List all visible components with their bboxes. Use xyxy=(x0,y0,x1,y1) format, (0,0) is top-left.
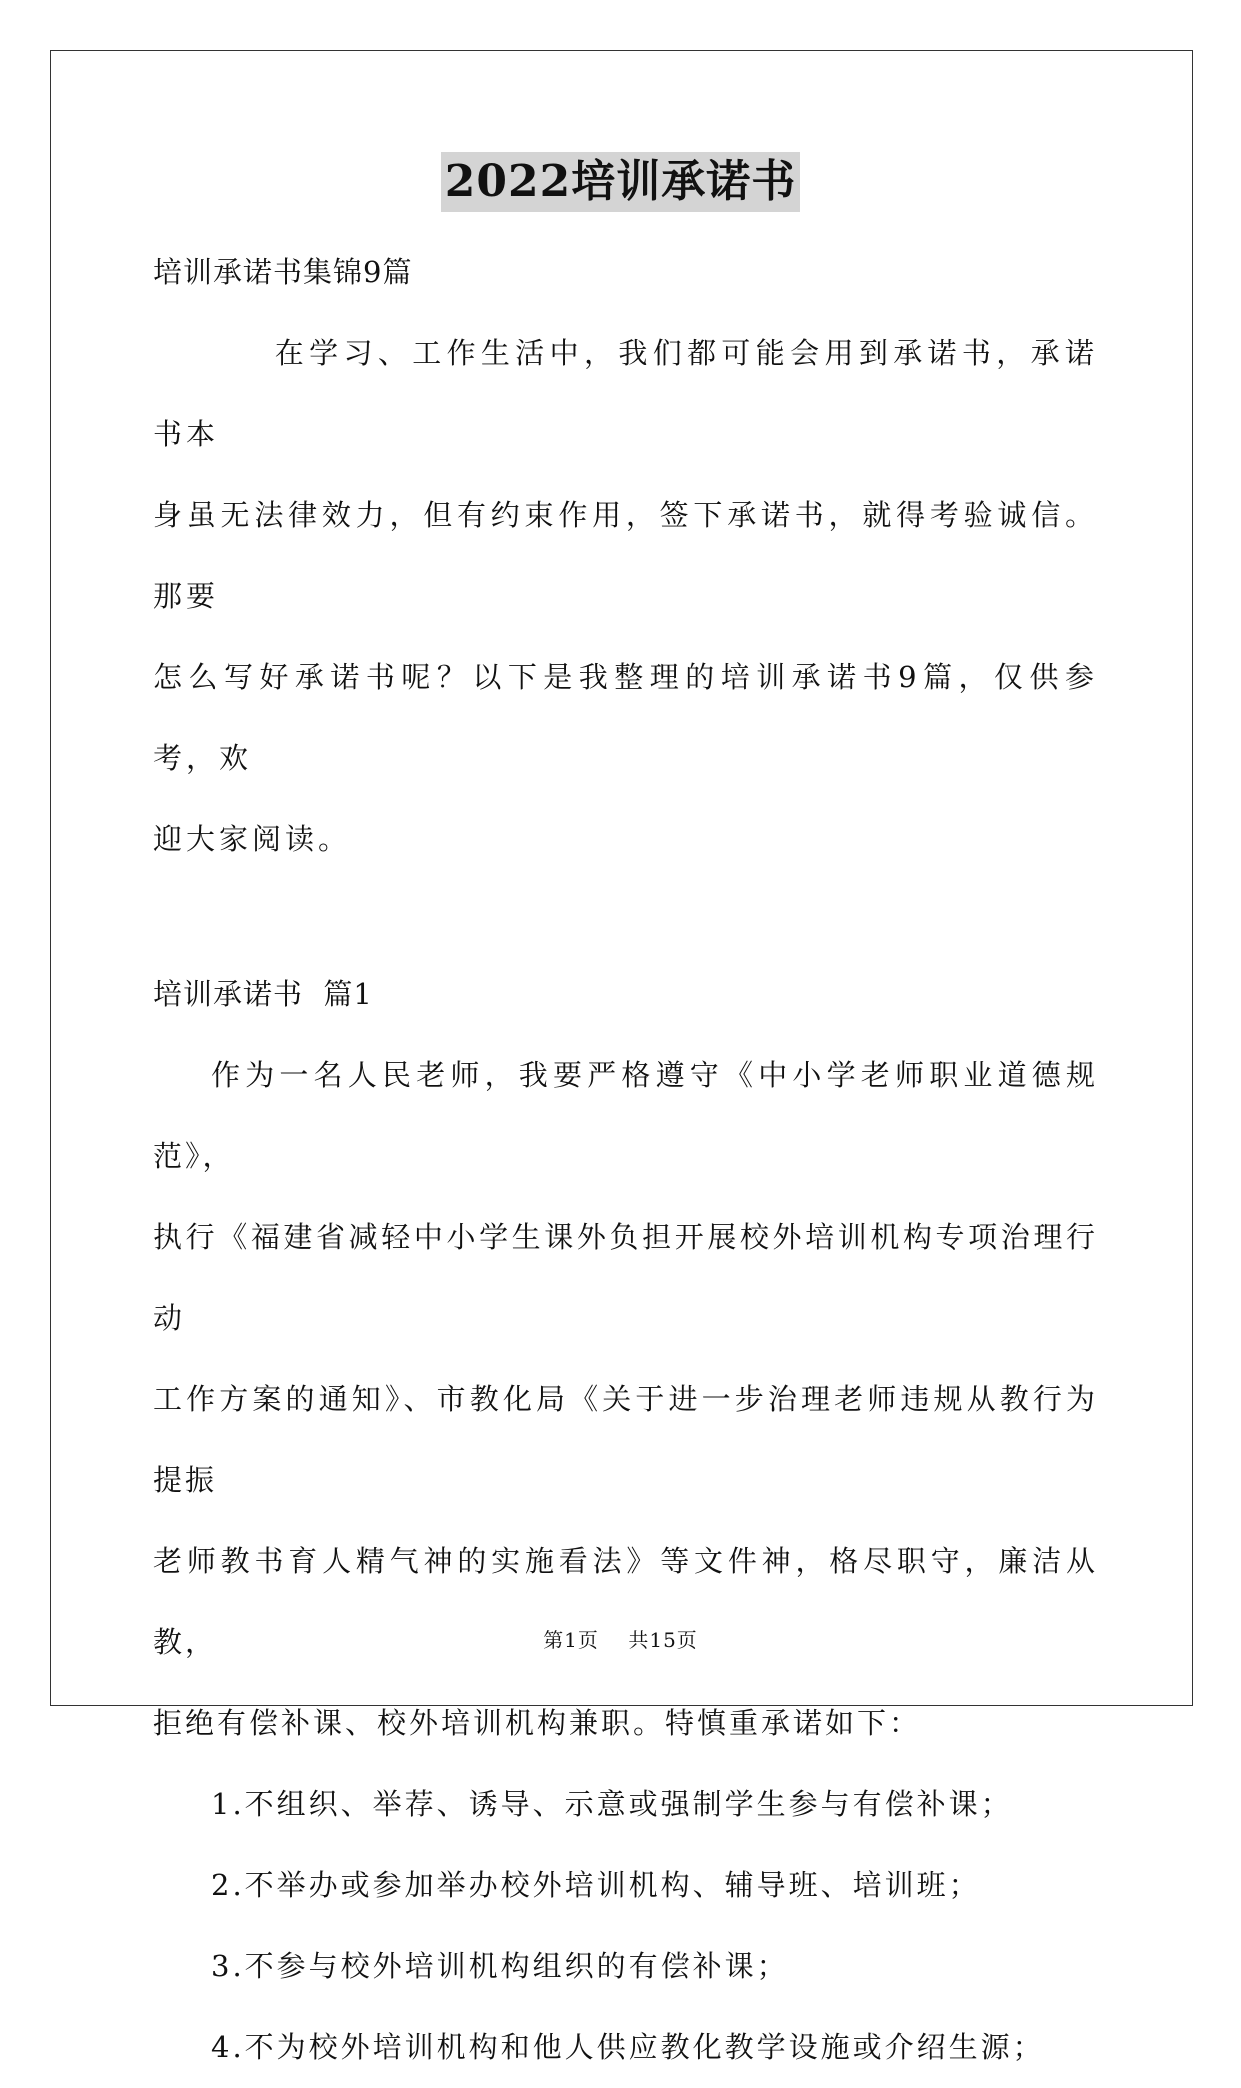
intro-line: 身虽无法律效力，但有约束作用，签下承诺书，就得考验诚信。那要 xyxy=(153,498,1098,613)
intro-line: 怎么写好承诺书呢？以下是我整理的培训承诺书9篇，仅供参考，欢 xyxy=(153,660,1098,775)
intro-line: 在学习、工作生活中，我们都可能会用到承诺书，承诺书本 xyxy=(153,336,1098,451)
intro-line: 迎大家阅读。 xyxy=(153,822,352,856)
para-line: 拒绝有偿补课、校外培训机构兼职。特慎重承诺如下： xyxy=(153,1706,922,1740)
list-item: 2.不举办或参加举办校外培训机构、辅导班、培训班； xyxy=(211,1868,981,1902)
title-container xyxy=(0,152,1241,212)
para-line: 老师教书育人精气神的实施看法》等文件神，格尽职守，廉洁从教， xyxy=(153,1544,1098,1659)
document-body xyxy=(153,232,1098,2088)
list-item: 3.不参与校外培训机构组织的有偿补课； xyxy=(211,1949,789,1983)
document-title: 2022培训承诺书 xyxy=(441,152,800,212)
list-item: 4.不为校外培训机构和他人供应教化教学设施或介绍生源； xyxy=(211,2030,1045,2064)
para-line: 工作方案的通知》、市教化局《关于进一步治理老师违规从教行为提振 xyxy=(153,1382,1098,1497)
document-subtitle: 培训承诺书集锦9篇 xyxy=(153,255,413,289)
section-heading: 培训承诺书 篇1 xyxy=(153,977,373,1011)
page-number: 第1页 共15页 xyxy=(543,1628,698,1652)
list-item: 1.不组织、举荐、诱导、示意或强制学生参与有偿补课； xyxy=(211,1787,1013,1821)
para-line: 作为一名人民老师，我要严格遵守《中小学老师职业道德规范》， xyxy=(153,1058,1098,1173)
para-line: 执行《福建省减轻中小学生课外负担开展校外培训机构专项治理行动 xyxy=(153,1220,1098,1335)
commitment-list xyxy=(153,1764,1098,2088)
section-paragraph xyxy=(153,1035,1098,1764)
intro-paragraph xyxy=(153,313,1098,880)
